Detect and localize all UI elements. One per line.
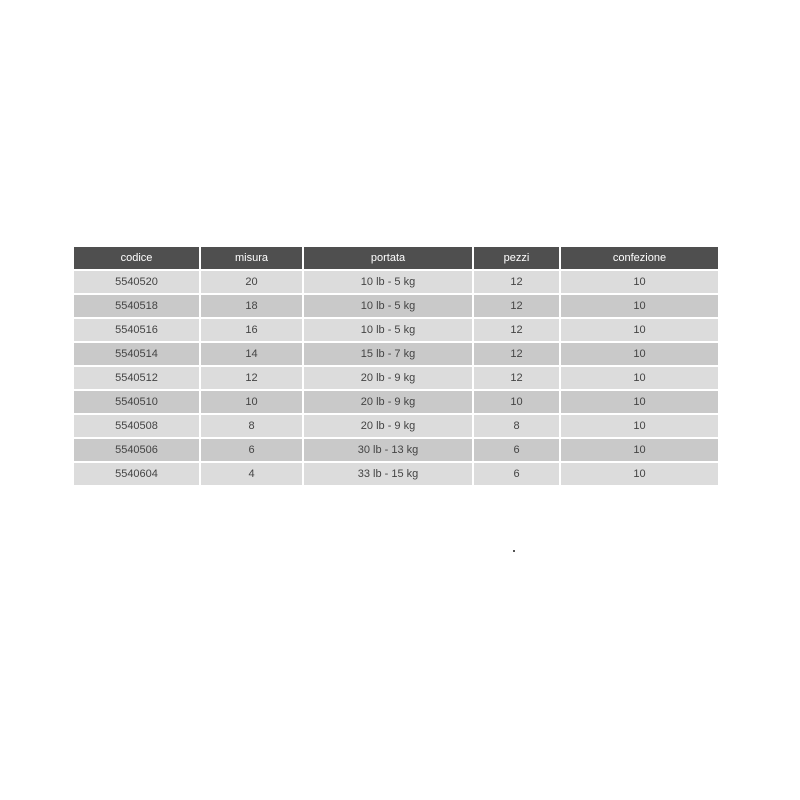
cell-confezione: 10 — [561, 319, 718, 341]
header-row — [74, 247, 718, 269]
cell-codice: 5540506 — [74, 439, 199, 461]
cell-confezione: 10 — [561, 343, 718, 365]
table-row — [74, 319, 718, 341]
cell-codice: 5540510 — [74, 391, 199, 413]
table-row — [74, 439, 718, 461]
cell-misura: 6 — [201, 439, 302, 461]
cell-portata: 20 lb - 9 kg — [304, 415, 472, 437]
cell-confezione: 10 — [561, 415, 718, 437]
table-body — [74, 271, 718, 485]
table-row — [74, 367, 718, 389]
cell-misura: 4 — [201, 463, 302, 485]
cell-confezione: 10 — [561, 439, 718, 461]
cell-misura: 20 — [201, 271, 302, 293]
cell-codice: 5540604 — [74, 463, 199, 485]
cell-misura: 12 — [201, 367, 302, 389]
cell-confezione: 10 — [561, 463, 718, 485]
cell-codice: 5540512 — [74, 367, 199, 389]
table-header — [74, 247, 718, 269]
cell-confezione: 10 — [561, 295, 718, 317]
cell-pezzi: 12 — [474, 295, 559, 317]
cell-pezzi: 12 — [474, 319, 559, 341]
cell-portata: 20 lb - 9 kg — [304, 391, 472, 413]
cell-codice: 5540514 — [74, 343, 199, 365]
cell-pezzi: 12 — [474, 367, 559, 389]
table-row — [74, 295, 718, 317]
header-misura: misura — [201, 247, 302, 269]
cell-codice: 5540508 — [74, 415, 199, 437]
table-row — [74, 271, 718, 293]
cell-pezzi: 6 — [474, 439, 559, 461]
cell-misura: 14 — [201, 343, 302, 365]
cell-pezzi: 12 — [474, 271, 559, 293]
cell-portata: 20 lb - 9 kg — [304, 367, 472, 389]
header-codice: codice — [74, 247, 199, 269]
cell-codice: 5540516 — [74, 319, 199, 341]
header-confezione: confezione — [561, 247, 718, 269]
cell-misura: 8 — [201, 415, 302, 437]
cell-pezzi: 6 — [474, 463, 559, 485]
table-row — [74, 343, 718, 365]
product-spec-table — [72, 245, 720, 487]
table-row — [74, 391, 718, 413]
cell-misura: 16 — [201, 319, 302, 341]
stray-dot — [513, 550, 515, 552]
cell-misura: 10 — [201, 391, 302, 413]
cell-portata: 10 lb - 5 kg — [304, 295, 472, 317]
cell-codice: 5540518 — [74, 295, 199, 317]
cell-pezzi: 10 — [474, 391, 559, 413]
cell-confezione: 10 — [561, 367, 718, 389]
cell-portata: 33 lb - 15 kg — [304, 463, 472, 485]
table-row — [74, 415, 718, 437]
cell-confezione: 10 — [561, 271, 718, 293]
cell-portata: 15 lb - 7 kg — [304, 343, 472, 365]
cell-portata: 30 lb - 13 kg — [304, 439, 472, 461]
header-pezzi: pezzi — [474, 247, 559, 269]
cell-pezzi: 8 — [474, 415, 559, 437]
header-portata: portata — [304, 247, 472, 269]
cell-misura: 18 — [201, 295, 302, 317]
cell-codice: 5540520 — [74, 271, 199, 293]
cell-portata: 10 lb - 5 kg — [304, 271, 472, 293]
cell-pezzi: 12 — [474, 343, 559, 365]
cell-portata: 10 lb - 5 kg — [304, 319, 472, 341]
cell-confezione: 10 — [561, 391, 718, 413]
table-row — [74, 463, 718, 485]
